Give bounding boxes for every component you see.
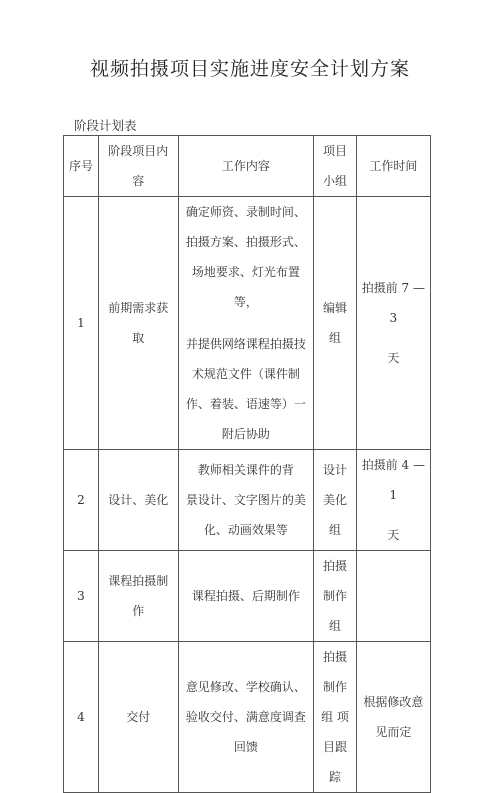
row-time	[356, 197, 430, 450]
row-team: 拍摄制作组 项目跟 踪	[314, 642, 356, 793]
row-stage: 交付	[99, 642, 179, 793]
row-content	[178, 642, 314, 793]
row-team: 设计美化组	[314, 450, 356, 551]
table-row	[64, 450, 431, 551]
header-stage: 阶段项目内容	[99, 136, 179, 197]
row-time	[356, 450, 430, 551]
row-content: 课程拍摄、后期制作	[178, 551, 314, 642]
table-row	[64, 642, 431, 793]
row-team: 拍摄制作组	[314, 551, 356, 642]
row-content	[178, 197, 314, 450]
row-content	[178, 450, 314, 551]
row-team: 编辑组	[314, 197, 356, 450]
row-content-part-a: 意见修改、学校确认、验收交付、满意度调查回馈	[185, 680, 306, 754]
header-no: 序号	[64, 136, 99, 197]
row-time-part-b: 天	[387, 528, 400, 542]
table-row	[64, 197, 431, 450]
row-content-part-a: 教师相关课件的背	[197, 463, 294, 477]
row-content-part-a: 确定师资、录制时间、拍摄方案、拍摄形式、场地要求、灯光布置等，	[185, 205, 306, 309]
row-stage: 前期需求获取	[99, 197, 179, 450]
row-time: 根据修改意见而定	[356, 642, 430, 793]
table-row	[64, 551, 431, 642]
row-stage: 课程拍摄制作	[99, 551, 179, 642]
row-time-part-a: 拍摄前 4 —1	[361, 458, 425, 502]
header-time: 工作时间	[356, 136, 430, 197]
row-stage: 设计、美化	[99, 450, 179, 551]
table-header-row	[64, 136, 431, 197]
row-no: 2	[64, 450, 99, 551]
document-title: 视频拍摄项目实施进度安全计划方案	[89, 58, 410, 80]
row-time	[356, 551, 430, 642]
section-label: 阶段计划表	[74, 118, 137, 133]
row-time-part-a: 拍摄前 7 —3	[361, 281, 425, 325]
row-no: 4	[64, 642, 99, 793]
row-content-part-b: 景设计、文字图片的美化、动画效果等	[185, 493, 306, 537]
row-no: 1	[64, 197, 99, 450]
row-no: 3	[64, 551, 99, 642]
header-team: 项目小组	[314, 136, 356, 197]
stage-plan-table	[63, 135, 431, 793]
header-content: 工作内容	[178, 136, 314, 197]
row-time-part-b: 天	[387, 351, 400, 365]
row-content-part-b: 并提供网络课程拍摄技术规范文件（课件制作、着装、语速等）一附后协助	[185, 337, 306, 441]
